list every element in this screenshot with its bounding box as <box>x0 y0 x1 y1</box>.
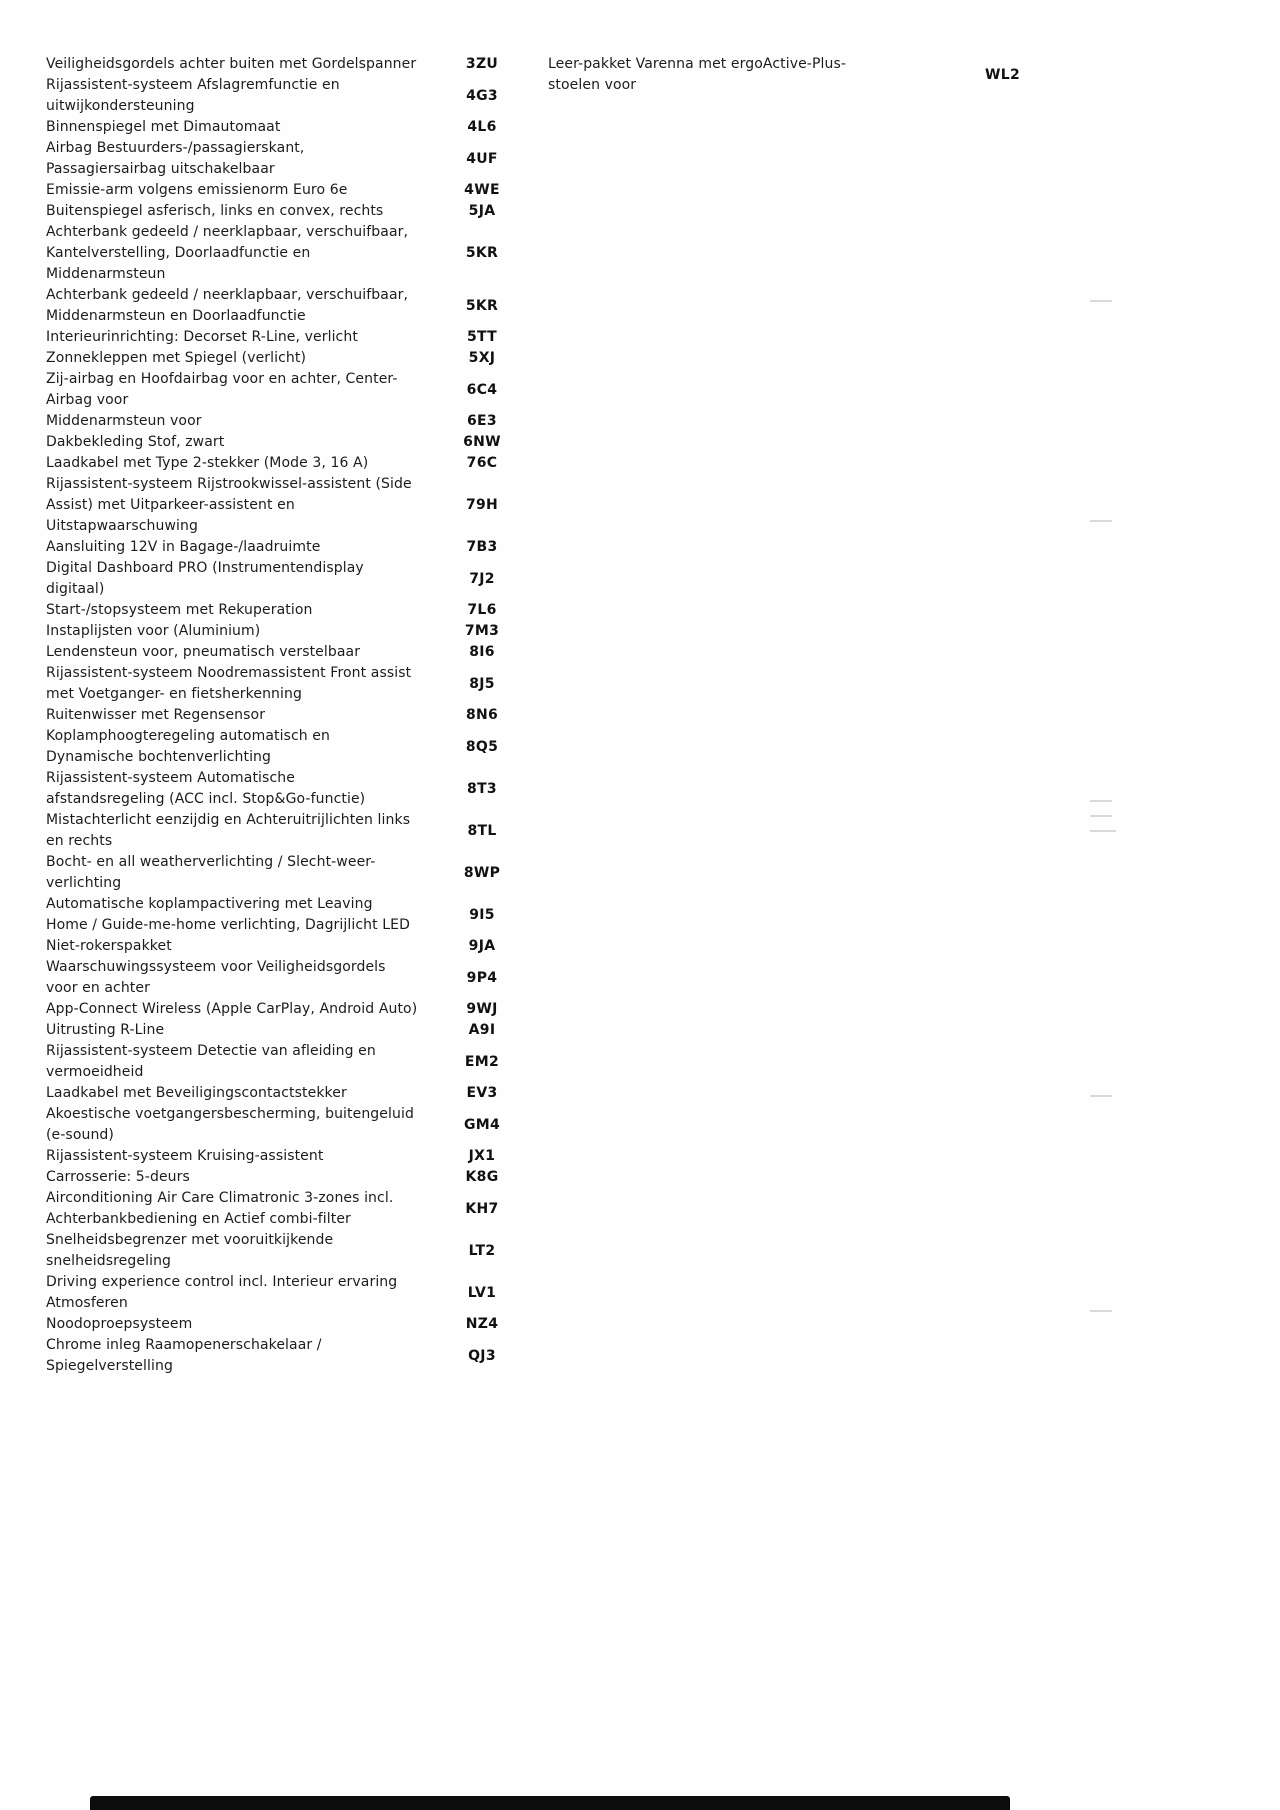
option-code: 8I6 <box>469 644 495 660</box>
option-description: Start-/stopsysteem met Rekuperation <box>46 602 313 618</box>
option-code: 5TT <box>466 329 498 345</box>
option-row <box>46 75 546 117</box>
option-row <box>46 327 546 348</box>
scan-artifact-edge-mark <box>1090 1095 1112 1097</box>
option-description: Buitenspiegel asferisch, links en convex, rechts <box>46 203 384 219</box>
option-description: Niet-rokerspakket <box>46 938 172 954</box>
option-code: NZ4 <box>465 1316 499 1332</box>
option-code: K8G <box>465 1169 499 1185</box>
option-description: Carrosserie: 5-deurs <box>46 1169 190 1185</box>
option-row <box>46 1272 546 1314</box>
option-code: EM2 <box>464 1053 500 1070</box>
option-row <box>46 768 546 810</box>
option-description: Ruitenwisser met Regensensor <box>46 707 266 723</box>
option-row <box>46 1104 546 1146</box>
option-description: Bocht- en all weatherverlichting / Slecht-weer-verlichting <box>46 854 376 891</box>
option-code: QJ3 <box>468 1347 496 1364</box>
option-description: Akoestische voetgangersbescherming, buitengeluid (e-sound) <box>46 1106 414 1143</box>
option-description: Mistachterlicht eenzijdig en Achteruitrijlichten links en rechts <box>46 812 411 849</box>
option-row <box>46 705 546 726</box>
option-row <box>46 663 546 705</box>
option-description: Rijassistent-systeem Afslagremfunctie en uitwijkondersteuning <box>46 77 340 114</box>
option-code: 7M3 <box>464 623 500 639</box>
option-row <box>46 348 546 369</box>
option-row <box>46 726 546 768</box>
option-code: A9I <box>468 1022 496 1038</box>
option-description: Waarschuwingssysteem voor Veiligheidsgordels voor en achter <box>46 959 386 996</box>
option-code: 5KR <box>465 245 499 261</box>
option-code: 7J2 <box>469 570 495 587</box>
option-code: 4UF <box>466 150 498 167</box>
option-row <box>46 1020 546 1041</box>
option-description: Middenarmsteun voor <box>46 413 202 429</box>
option-code: 9P4 <box>466 969 498 986</box>
option-code: EV3 <box>466 1085 498 1101</box>
option-code: 6C4 <box>466 381 498 398</box>
option-description: Zonnekleppen met Spiegel (verlicht) <box>46 350 307 366</box>
option-description: Driving experience control incl. Interieur ervaring Atmosferen <box>46 1274 398 1311</box>
scan-artifact-edge-mark <box>1090 800 1112 802</box>
option-row <box>46 558 546 600</box>
option-row <box>46 1335 546 1377</box>
option-description: App-Connect Wireless (Apple CarPlay, Android Auto) <box>46 1001 418 1017</box>
option-row <box>46 1230 546 1272</box>
option-row <box>46 621 546 642</box>
option-code: GM4 <box>463 1116 501 1133</box>
scan-artifact-edge-mark <box>1090 520 1112 522</box>
option-description: Dakbekleding Stof, zwart <box>46 434 225 450</box>
option-description: Rijassistent-systeem Rijstrookwissel-assistent (Side Assist) met Uitparkeer-assistent en Uitstapwaarschuwing <box>46 476 412 534</box>
option-description: Automatische koplampactivering met Leaving Home / Guide-me-home verlichting, Dagrijlicht LED <box>46 896 411 933</box>
option-row <box>46 1167 546 1188</box>
option-code: 8N6 <box>465 707 499 723</box>
option-row <box>46 180 546 201</box>
scan-artifact-edge-mark <box>1090 815 1112 817</box>
option-description: Airbag Bestuurders-/passagierskant, Passagiersairbag uitschakelbaar <box>46 140 305 177</box>
scan-artifact-edge-mark <box>1090 1310 1112 1312</box>
option-row <box>46 936 546 957</box>
option-row <box>46 222 546 285</box>
option-code: 5XJ <box>468 350 496 366</box>
option-description: Interieurinrichting: Decorset R-Line, verlicht <box>46 329 358 345</box>
option-row <box>46 537 546 558</box>
option-description: Rijassistent-systeem Detectie van afleiding en vermoeidheid <box>46 1043 376 1080</box>
options-list-right <box>548 54 1026 96</box>
option-row <box>46 852 546 894</box>
option-description: Binnenspiegel met Dimautomaat <box>46 119 281 135</box>
option-row <box>46 957 546 999</box>
option-code: 6NW <box>463 434 501 450</box>
option-row <box>46 600 546 621</box>
option-code: 4L6 <box>467 119 497 135</box>
option-row <box>46 474 546 537</box>
option-description: Digital Dashboard PRO (Instrumentendisplay digitaal) <box>46 560 364 597</box>
option-code: 3ZU <box>465 56 499 72</box>
scan-artifact-edge-mark <box>1090 830 1116 832</box>
option-description: Aansluiting 12V in Bagage-/laadruimte <box>46 539 321 555</box>
option-code: 5JA <box>468 203 496 219</box>
option-description: Achterbank gedeeld / neerklapbaar, verschuifbaar, Kantelverstelling, Doorlaadfunctie en Middenarmsteun <box>46 224 409 282</box>
option-row <box>46 1314 546 1335</box>
option-code: WL2 <box>984 66 1020 83</box>
option-description: Uitrusting R-Line <box>46 1022 165 1038</box>
option-description: Veiligheidsgordels achter buiten met Gordelspanner <box>46 56 417 72</box>
option-code: LV1 <box>467 1284 497 1301</box>
option-code: 76C <box>466 455 498 471</box>
scan-artifact-bottom-bar <box>90 1796 1010 1810</box>
option-description: Snelheidsbegrenzer met vooruitkijkende snelheidsregeling <box>46 1232 334 1269</box>
option-code: 4WE <box>464 182 500 198</box>
option-code: 7B3 <box>466 539 498 555</box>
option-description: Rijassistent-systeem Automatische afstandsregeling (ACC incl. Stop&Go-functie) <box>46 770 366 807</box>
option-code: 4G3 <box>466 87 498 104</box>
option-row <box>46 432 546 453</box>
option-code: 8TL <box>467 822 497 839</box>
option-description: Rijassistent-systeem Kruising-assistent <box>46 1148 324 1164</box>
option-row <box>46 1041 546 1083</box>
option-code: 8WP <box>463 864 501 881</box>
option-code: KH7 <box>465 1200 499 1217</box>
option-description: Lendensteun voor, pneumatisch verstelbaar <box>46 644 361 660</box>
option-row <box>46 285 546 327</box>
option-row <box>46 369 546 411</box>
option-code: 6E3 <box>467 413 497 429</box>
option-description: Rijassistent-systeem Noodremassistent Front assist met Voetganger- en fietsherkenning <box>46 665 412 702</box>
options-list-left <box>46 54 546 1377</box>
option-row <box>46 642 546 663</box>
option-code: LT2 <box>468 1242 496 1259</box>
option-description: Airconditioning Air Care Climatronic 3-zones incl. Achterbankbediening en Actief combi-filter <box>46 1190 394 1227</box>
option-row <box>46 999 546 1020</box>
option-code: 7L6 <box>467 602 497 618</box>
option-row <box>46 894 546 936</box>
scan-artifact-edge-mark <box>1090 300 1112 302</box>
option-row <box>46 117 546 138</box>
option-description: Emissie-arm volgens emissienorm Euro 6e <box>46 182 348 198</box>
option-description: Laadkabel met Beveiligingscontactstekker <box>46 1085 347 1101</box>
option-code: 79H <box>465 497 499 513</box>
option-code: 8J5 <box>469 675 495 692</box>
option-row <box>46 201 546 222</box>
option-row <box>46 1146 546 1167</box>
option-row <box>46 411 546 432</box>
option-row <box>46 54 546 75</box>
option-description: Koplamphoogteregeling automatisch en Dynamische bochtenverlichting <box>46 728 330 765</box>
option-row <box>548 54 1026 96</box>
option-description: Leer-pakket Varenna met ergoActive-Plus-stoelen voor <box>548 56 847 93</box>
option-code: 9JA <box>468 938 496 954</box>
option-code: 5KR <box>465 297 499 314</box>
option-row <box>46 1083 546 1104</box>
option-description: Laadkabel met Type 2-stekker (Mode 3, 16 A) <box>46 455 369 471</box>
option-code: 8T3 <box>467 780 497 797</box>
option-row <box>46 138 546 180</box>
option-description: Instaplijsten voor (Aluminium) <box>46 623 261 639</box>
option-description: Chrome inleg Raamopenerschakelaar / Spiegelverstelling <box>46 1337 322 1374</box>
option-description: Noodoproepsysteem <box>46 1316 193 1332</box>
option-row <box>46 810 546 852</box>
option-code: 9I5 <box>469 906 495 923</box>
option-code: 8Q5 <box>465 738 499 755</box>
option-description: Achterbank gedeeld / neerklapbaar, verschuifbaar, Middenarmsteun en Doorlaadfunctie <box>46 287 409 324</box>
option-row <box>46 1188 546 1230</box>
option-code: JX1 <box>468 1148 496 1164</box>
option-description: Zij-airbag en Hoofdairbag voor en achter, Center-Airbag voor <box>46 371 398 408</box>
option-code: 9WJ <box>466 1001 498 1017</box>
option-row <box>46 453 546 474</box>
